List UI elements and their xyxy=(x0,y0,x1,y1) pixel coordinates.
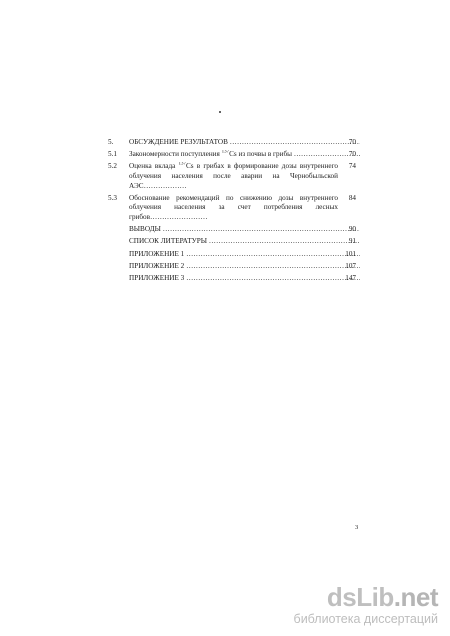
toc-entry xyxy=(108,150,360,160)
toc-entry-page: 101 xyxy=(345,249,356,258)
toc-entry-number: 5.2 xyxy=(108,162,117,171)
toc-entry-page: 107 xyxy=(345,261,356,270)
watermark-subtitle: библиотека диссертаций xyxy=(293,612,438,626)
toc-entry xyxy=(108,162,360,191)
toc-entry-page: 91 xyxy=(348,237,356,246)
toc-entry-title: ПРИЛОЖЕНИЕ 2 …………………………………………………………………………………………………………… xyxy=(129,262,360,272)
toc-entry-number: 5.3 xyxy=(108,193,117,202)
toc-entry-title: Оценка вклада $^{137}$Cs в грибах в формирование дозы внутреннего облучения населения после аварии на Чернобыльской АЭС……………… xyxy=(129,162,338,190)
watermark xyxy=(294,584,438,626)
toc-entry xyxy=(108,194,360,223)
toc-entry-title: ВЫВОДЫ …………………………………………………………………………………………………………… xyxy=(129,225,360,235)
toc-entry-page: 84 xyxy=(348,193,356,202)
toc-entry xyxy=(108,138,360,148)
toc-entry-title: Закономерности поступления $^{137}$Cs из почвы в грибы …………………………………………………………………………………………………………… xyxy=(129,150,360,160)
toc-entry-number: 5. xyxy=(108,138,114,146)
toc-entry-title: Обоснование рекомендаций по снижению дозы внутреннего облучения населения за счет потребления лесных грибов…………………… xyxy=(129,193,338,221)
toc-entry xyxy=(108,262,360,272)
toc-entry xyxy=(108,274,360,284)
toc-entry-page: 90 xyxy=(348,225,356,234)
toc-entry-title: ОБСУЖДЕНИЕ РЕЗУЛЬТАТОВ …………………………………………………………………………………………………………… xyxy=(129,138,360,148)
watermark-logo: dsLib.net xyxy=(326,582,438,612)
toc-entry xyxy=(108,225,360,235)
toc-entry-title: ПРИЛОЖЕНИЕ 3 …………………………………………………………………………………………………………… xyxy=(129,274,360,284)
toc-entry-title: ПРИЛОЖЕНИЕ 1 …………………………………………………………………………………………………………… xyxy=(129,250,360,260)
toc-entry-title: СПИСОК ЛИТЕРАТУРЫ …………………………………………………………………………………………………………… xyxy=(129,237,360,247)
toc-entry-page: 74 xyxy=(348,162,356,171)
page-number: 3 xyxy=(355,524,359,531)
table-of-contents xyxy=(108,138,360,286)
toc-entry-page: 70 xyxy=(348,150,356,159)
toc-entry-number: 5.1 xyxy=(108,150,117,159)
toc-entry-page: 147 xyxy=(345,273,356,282)
scan-speck xyxy=(219,111,221,113)
toc-entry xyxy=(108,250,360,260)
toc-entry-page: 70 xyxy=(348,138,356,146)
toc-entry xyxy=(108,237,360,247)
